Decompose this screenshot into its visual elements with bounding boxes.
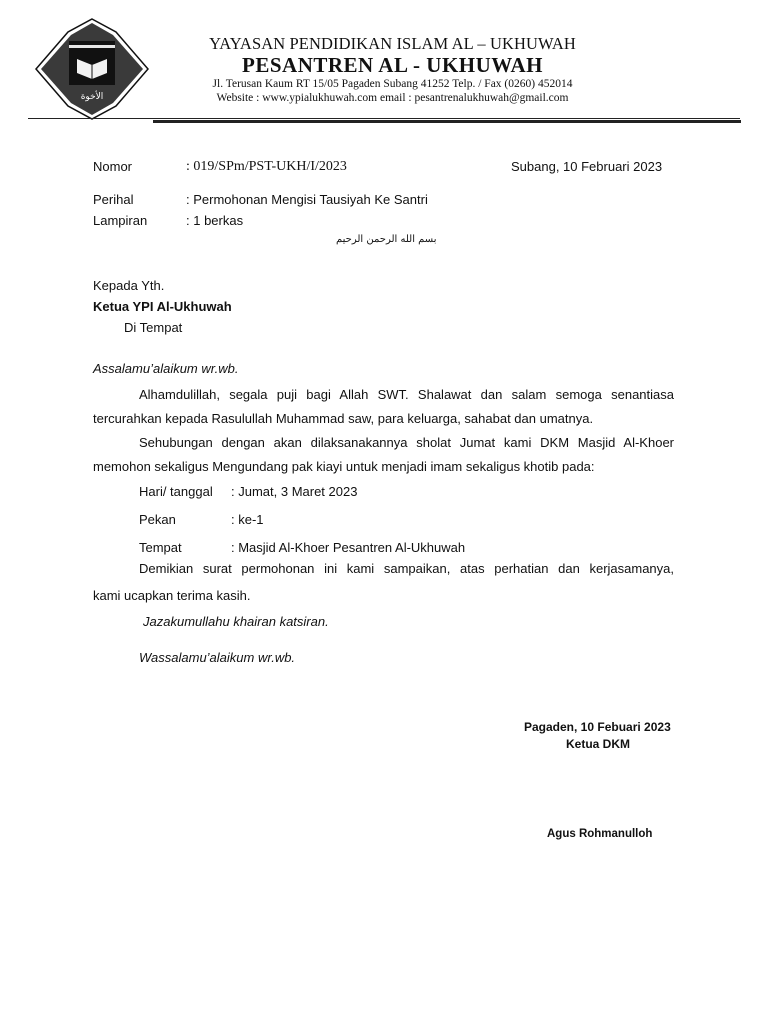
detail-label-date: Hari/ tanggal — [139, 484, 213, 499]
closing-line-1: Demikian surat permohonan ini kami sampaikan, atas perhatian dan kerjasamanya, — [139, 561, 674, 576]
recipient-place: Di Tempat — [124, 320, 183, 335]
school-name: PESANTREN AL - UKHUWAH — [242, 53, 543, 77]
pesantren-logo — [33, 17, 151, 121]
signature-place-date: Pagaden, 10 Febuari 2023 — [524, 720, 671, 734]
detail-value-date: : Jumat, 3 Maret 2023 — [231, 484, 358, 499]
letterhead-text — [150, 34, 635, 105]
recipient-line1: Kepada Yth. — [93, 278, 165, 293]
closing-line-2: kami ucapkan terima kasih. — [93, 588, 251, 603]
logo-text: الأخوة — [80, 92, 104, 102]
signature-name: Agus Rohmanulloh — [547, 828, 653, 840]
letterhead — [0, 0, 768, 125]
paragraph-1: Alhamdulillah, segala puji bagi Allah SWT. Shalawat dan salam semoga senantiasa tercurahkan kepada Rasulullah Muhammad saw, para keluarga, sahabat dan umatnya. — [93, 387, 674, 426]
lampiran-label: Lampiran — [93, 213, 148, 228]
nomor-value: : 019/SPm/PST-UKH/I/2023 — [186, 159, 347, 174]
detail-label-week: Pekan — [139, 512, 176, 527]
detail-value-week: : ke-1 — [231, 512, 264, 527]
detail-value-place: : Masjid Al-Khoer Pesantren Al-Ukhuwah — [231, 540, 466, 555]
letter-date: Subang, 10 Februari 2023 — [511, 159, 663, 174]
recipient-name: Ketua YPI Al-Ukhuwah — [93, 299, 232, 314]
perihal-label: Perihal — [93, 192, 134, 207]
organization-name: YAYASAN PENDIDIKAN ISLAM AL – UKHUWAH — [209, 34, 576, 53]
header-rule-thin — [28, 118, 740, 119]
signature-title: Ketua DKM — [566, 737, 631, 751]
paragraph-2: Sehubungan dengan akan dilaksanakannya sholat Jumat kami DKM Masjid Al-Khoer memohon sekaligus Mengundang pak kiayi untuk menjadi imam sekaligus khotib pada: — [93, 435, 674, 474]
thanks-phrase: Jazakumullahu khairan katsiran. — [143, 614, 329, 629]
farewell: Wassalamu’alaikum wr.wb. — [139, 650, 296, 665]
basmalah: بسم الله الرحمن الرحيم — [336, 234, 437, 245]
nomor-label: Nomor — [93, 159, 133, 174]
website-email: Website : www.ypialukhuwah.com email : pesantrenalukhuwah@gmail.com — [216, 92, 569, 104]
lampiran-value: : 1 berkas — [186, 213, 244, 228]
header-rule-thick — [153, 120, 741, 123]
perihal-value: : Permohonan Mengisi Tausiyah Ke Santri — [186, 192, 428, 207]
address: Jl. Terusan Kaum RT 15/05 Pagaden Subang 41252 Telp. / Fax (0260) 452014 — [212, 78, 573, 90]
detail-label-place: Tempat — [139, 540, 182, 555]
greeting: Assalamu’alaikum wr.wb. — [93, 361, 239, 376]
